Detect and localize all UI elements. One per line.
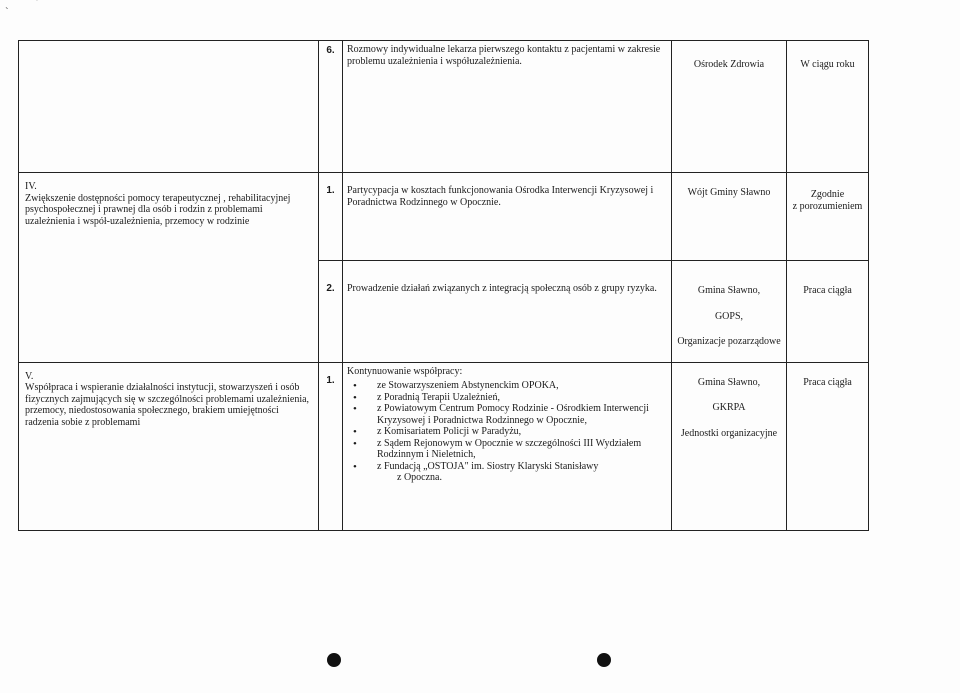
task-description [343,362,672,530]
area-cell-empty [19,41,319,173]
area-description: Współpraca i wspieranie działalności instytucji, stowarzyszeń i osób fizycznych zajmujących się w szczególności problemami uzależnienia, przemocy, niedostosowania społecznego, brakiem umiejętności radzenia sobie z problemami [25,382,310,428]
responsible-line: Jednostki organizacyjne [680,427,778,439]
area-cell-iv [19,173,319,363]
partner-list [347,380,667,472]
task-intro: Kontynuowanie współpracy: [347,365,463,377]
area-cell-v [19,362,319,530]
responsible-cell: Ośrodek Zdrowia [672,41,787,173]
responsible-cell: Wójt Gminy Sławno [672,173,787,261]
task-number: 2. [319,261,343,363]
list-item: • z Fundacją „OSTOJA" im. Siostry Klaryski Stanisławy [377,461,667,473]
punch-hole-left [327,653,341,667]
list-item: • z Komisariatem Policji w Paradyżu, [377,426,667,438]
term-line: z porozumieniem [792,200,863,212]
corner-mark-left: ` [5,6,9,18]
list-item: • z Poradnią Terapii Uzależnień, [377,392,667,404]
responsible-line: GKRPA [712,402,746,413]
responsible-cell [672,362,787,530]
table-row [19,41,869,173]
term-cell: Praca ciągła [787,261,869,363]
task-description: Rozmowy indywidualne lekarza pierwszego kontaktu z pacjentami w zakresie problemu uzależnienia i współuzależnienia. [343,41,672,173]
task-number: 1. [319,362,343,530]
list-item: • z Sądem Rejonowym w Opocznie w szczególności III Wydziałem Rodzinnym i Nieletnich, [377,438,667,461]
table-row [19,362,869,530]
responsible-line: Gmina Sławno, [697,376,761,388]
responsible-line: GOPS, [714,310,744,322]
punch-hole-right [597,653,611,667]
corner-mark-top: ' [36,0,38,8]
area-number: IV. [25,181,37,192]
list-trailing-line: z Opoczna. [397,472,442,483]
list-item: • z Powiatowym Centrum Pomocy Rodzinie - Ośrodkiem Interwencji Kryzysowej i Poradnictwa Rodzinnego w Opocznie, [377,403,667,426]
responsible-cell [672,261,787,363]
task-description: Partycypacja w kosztach funkcjonowania Ośrodka Interwencji Kryzysowej i Poradnictwa Rodzinnego w Opocznie. [343,173,672,261]
responsible-line: Organizacje pozarządowe [677,336,781,347]
term-cell: W ciągu roku [787,41,869,173]
area-description: Zwiększenie dostępności pomocy terapeutycznej , rehabilitacyjnej psychospołecznej i prawnej dla osób i rodzin z problemami uzależnienia i współ-uzależnienia, przemocy w rodzinie [25,192,291,227]
program-table [18,40,869,531]
area-number: V. [25,370,34,382]
table-row [19,173,869,261]
task-number: 6. [319,41,343,173]
list-item: • ze Stowarzyszeniem Abstynenckim OPOKA, [377,380,667,392]
task-description: Prowadzenie działań związanych z integracją społeczną osób z grupy ryzyka. [343,261,672,363]
term-cell: Praca ciągła [787,362,869,530]
responsible-line: Gmina Sławno, [697,285,761,296]
task-number: 1. [319,173,343,261]
term-line: Zgodnie [810,189,845,200]
term-cell [787,173,869,261]
